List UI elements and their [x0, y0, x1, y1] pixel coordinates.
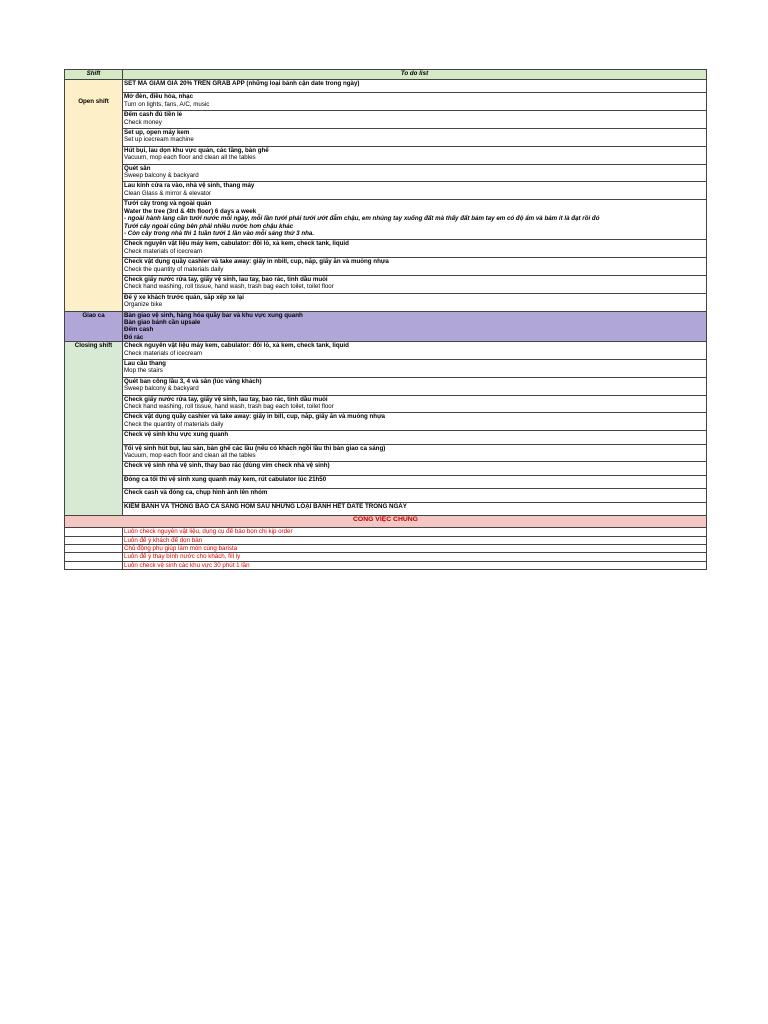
giao-ca-line: Đổ rác: [124, 333, 144, 341]
todo-sheet: [64, 69, 707, 570]
closing-shift-label: Closing shift: [74, 342, 113, 350]
task-vi: Tối vệ sinh hút bụi, lau sàn, bàn ghế các lầu (nếu có khách ngồi lầu thì bàn giao ca sáng): [124, 444, 386, 452]
task-vi: Mở đèn, điều hòa, nhạc: [124, 93, 194, 101]
table-row: [65, 395, 707, 413]
table-row: [65, 544, 707, 552]
table-row: [65, 342, 707, 360]
table-row: [65, 475, 707, 488]
task-cell: [123, 164, 707, 182]
task-en: Set up icecream machine: [124, 136, 194, 144]
task-vi: Check nguyên vật liệu máy kem, cabulator: đôi lỗ, xả kem, check tank, liquid: [124, 240, 349, 248]
table-row: [65, 275, 707, 293]
table-row: [65, 553, 707, 561]
task-cell: [123, 377, 707, 395]
task-vi: Check cash và đóng ca, chụp hình ảnh lên nhóm: [124, 489, 268, 497]
task-cell: [123, 258, 707, 276]
table-row: [65, 240, 707, 258]
common-item: Chủ động phụ giúp làm món cùng barista: [123, 544, 707, 552]
task-cell: [123, 342, 707, 360]
task-vi: Check nguyên vật liệu máy kem, cabulator: đôi lỗ, xả kem, check tank, liquid: [124, 342, 349, 350]
task-cell: [123, 129, 707, 147]
table-row: [65, 528, 707, 536]
closing-shift-cell: [65, 342, 123, 516]
task-vi: Quét ban công lầu 3, 4 và sân (lúc vắng khách): [124, 377, 262, 385]
table-row: [65, 489, 707, 502]
table-row: [65, 258, 707, 276]
task-vi: Lau cầu thang: [124, 360, 166, 367]
task-vi: Set up, open máy kem: [124, 129, 190, 137]
common-item: Luôn check nguyên vật liệu, dụng cụ để báo bọn chị kịp order: [123, 528, 707, 536]
task-cell: [123, 275, 707, 293]
task-cell: [123, 475, 707, 488]
task-vi: Tưới cây trong và ngoài quán: [124, 200, 212, 208]
task-en: Check hand washing, roll tissue, hand wash, trash bag each toilet, toilet floor: [124, 283, 334, 291]
table-row: [65, 111, 707, 129]
table-row: [65, 93, 707, 111]
table-row: [65, 502, 707, 515]
table-row: [65, 293, 707, 311]
task-vi: Check vật dụng quầy cashier và take away: giấy in nbill, cup, nắp, giấy ăn và muỗng nhựa: [124, 258, 389, 266]
task-vi: Để ý xe khách trước quán, sắp xếp xe lại: [124, 293, 244, 301]
task-note: - Còn cây trong nhà thì 1 tuần tưới 1 lần vào mỗi sáng thứ 3 nha.: [124, 229, 315, 237]
open-shift-cell: [65, 80, 123, 312]
table-row: [65, 536, 707, 544]
table-row: [65, 129, 707, 147]
header-row: [65, 70, 707, 80]
common-item: Luôn check vệ sinh các khu vực 30 phút 1 lần: [123, 561, 707, 569]
common-header-row: [65, 516, 707, 528]
task-cell: [123, 444, 707, 462]
task-vi: Đếm cash đủ tiền lẻ: [124, 111, 183, 119]
empty-cell: [65, 561, 123, 569]
table-row: [65, 182, 707, 200]
table-row: [65, 431, 707, 444]
task-cell: [123, 111, 707, 129]
table-row: [65, 462, 707, 475]
task-en: Organize bike: [124, 301, 163, 309]
common-item: Luôn để ý khách để dọn bàn: [123, 536, 707, 544]
task-cell: [123, 182, 707, 200]
task-vi: Check giấy nước rửa tay, giấy vệ sinh, lau tay, bao rác, tinh dầu muỗi: [124, 395, 328, 403]
task-cell: [123, 240, 707, 258]
task-vi: KIỂM BÁNH VÀ THÔNG BÁO CA SÁNG HÔM SAU NHỮNG LOẠI BÁNH HẾT DATE TRONG NGÀY: [124, 502, 407, 510]
task-en: Check materials of icecream: [124, 349, 203, 357]
empty-cell: [65, 553, 123, 561]
task-en: Check the quantity of materials daily: [124, 420, 224, 428]
empty-cell: [65, 528, 123, 536]
common-title: CÔNG VIỆC CHUNG: [65, 516, 707, 528]
top-task-cell: [123, 80, 707, 93]
table-row: [65, 80, 707, 93]
task-cell: [123, 431, 707, 444]
header-shift: Shift: [65, 70, 123, 80]
top-task: SET MÃ GIẢM GIÁ 20% TRÊN GRAB APP (những loại bánh cận date trong ngày): [124, 80, 360, 87]
task-cell: [123, 146, 707, 164]
task-en: Check the quantity of materials daily: [124, 265, 224, 273]
header-todo: To do list: [123, 70, 707, 80]
empty-cell: [65, 536, 123, 544]
table-row: [65, 164, 707, 182]
giao-ca-cell: [123, 311, 707, 342]
task-cell: [123, 395, 707, 413]
empty-cell: [65, 544, 123, 552]
task-vi: Check vệ sinh khu vực xung quanh: [124, 431, 229, 439]
task-en: Turn on lights, fans, A/C, music: [124, 100, 210, 108]
table-row: [65, 561, 707, 569]
giao-ca-line: Bàn giao vệ sinh, hàng hóa quầy bar và khu vực xung quanh: [124, 311, 303, 319]
task-vi: Quét sân: [124, 164, 151, 172]
table-row: [65, 444, 707, 462]
giao-ca-label: Giao ca: [65, 311, 123, 342]
open-shift-label: Open shift: [78, 98, 109, 105]
task-en: Vacuum, mop each floor and clean all the tables: [124, 154, 256, 162]
task-en: Vacuum, mop each floor and clean all the tables: [124, 452, 256, 460]
task-vi: Check vật dụng quầy cashier và take away: giấy in bill, cup, nắp, giấy ăn và muỗng nhựa: [124, 413, 385, 421]
task-note: - ngoài hành lang cần tưới nước mỗi ngày, mỗi lần tưới phải tưới ướt đẫm chậu, em nhúng tay xuống đất mà thấy đất bám tay em có độ ẩm và bám ít là đạt rồi đó: [124, 215, 600, 223]
giao-ca-line: Bàn giao bánh cần upsale: [124, 318, 201, 326]
task-en: Check materials of icecream: [124, 247, 203, 255]
giao-ca-line: Đếm cash: [124, 326, 154, 334]
table-row: [65, 311, 707, 342]
table-row: [65, 200, 707, 240]
task-note: Tưới cây ngoài cũng bên phải nhiều nước hơn chậu khác: [124, 222, 294, 230]
table-row: [65, 413, 707, 431]
task-cell: [123, 93, 707, 111]
task-cell: [123, 360, 707, 378]
task-en: Mop the stairs: [124, 367, 163, 375]
task-cell: [123, 413, 707, 431]
task-cell: [123, 293, 707, 311]
task-vi: Lau kính cửa ra vào, nhà vệ sinh, thang máy: [124, 182, 255, 190]
task-cell: [123, 489, 707, 502]
task-en: Water the tree (3rd & 4th floor) 6 days a week: [124, 207, 257, 215]
task-en: Sweep balcony & backyard: [124, 385, 199, 393]
task-cell: [123, 502, 707, 515]
table-row: [65, 360, 707, 378]
task-vi: Check giấy nước rửa tay, giấy vệ sinh, lau tay, bao rác, tinh dầu muỗi: [124, 275, 328, 283]
task-en: Check money: [124, 118, 162, 126]
table-row: [65, 146, 707, 164]
task-cell: [123, 462, 707, 475]
task-en: Clean Glass & mirror & elevator: [124, 189, 211, 197]
task-en: Check hand washing, roll tissue, hand wash, trash bag each toilet, toilet floor: [124, 403, 334, 411]
table-row: [65, 377, 707, 395]
task-vi: Đóng ca tối thì vệ sinh xung quanh máy kem, rút cabulator lúc 21h50: [124, 475, 327, 483]
task-cell: [123, 200, 707, 240]
task-vi: Check vệ sinh nhà vệ sinh, thay bao rác (dùng vim check nhà vệ sinh): [124, 462, 330, 470]
task-vi: Hút bụi, lau dọn khu vực quán, các tầng, bàn ghế: [124, 146, 269, 154]
task-en: Sweep balcony & backyard: [124, 172, 199, 180]
common-item: Luôn để ý thay bình nước cho khách, fill ly: [123, 553, 707, 561]
